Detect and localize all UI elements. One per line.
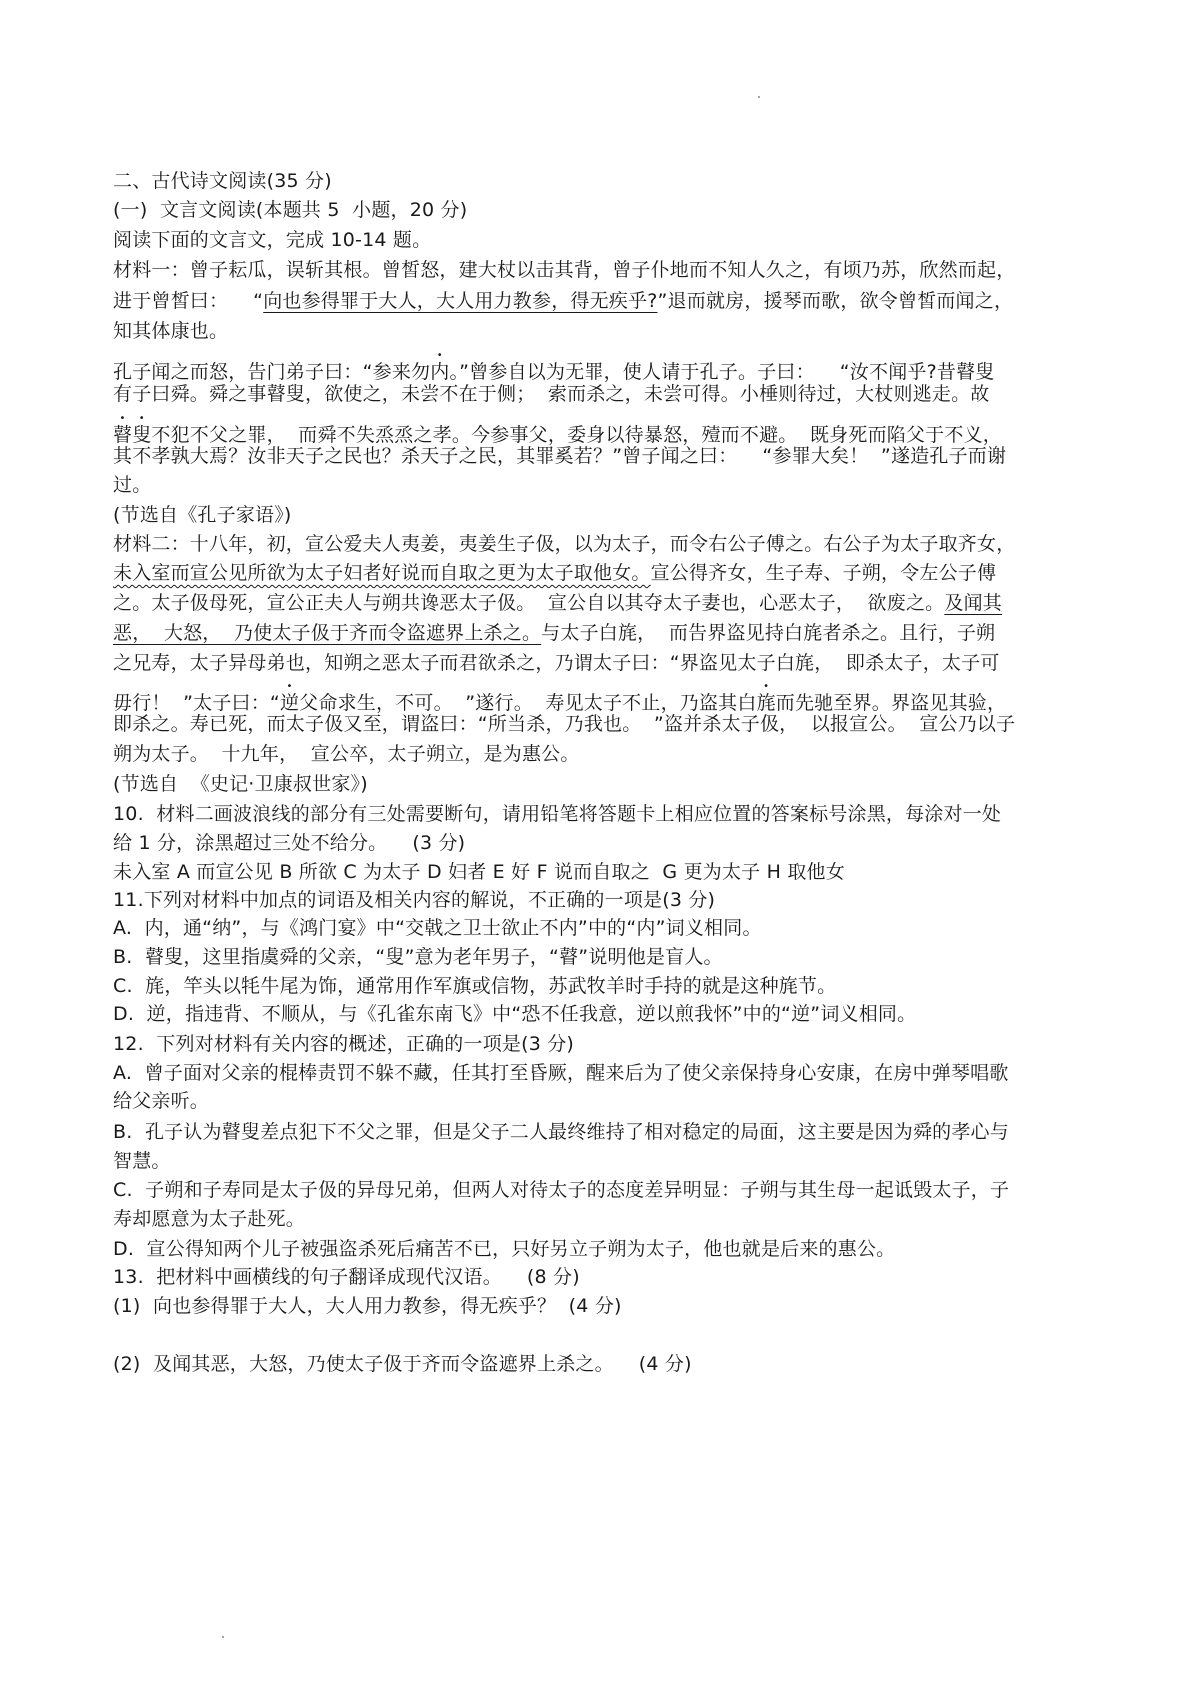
material-1-line: 有子曰舜。舜之事瞽叟，欲使之，未尝不在于侧； 索而杀之，未尝可得。小棰则待过，大杖则逃走。故 [113,383,990,405]
material-2-source: (节选自 《史记·卫康叔世家》) [113,773,368,795]
material-1-line: 过。 [113,474,152,496]
question-11-option-a: A. 内，通“纳”，与《鸿门宴》中“交戟之卫士欲止不内”中的“内”词义相同。 [113,917,762,939]
question-13-sentence-1: (1) 向也参得罪于大人，大人用力教参，得无疾乎？ (4 分) [113,1295,622,1317]
material-1-line: 材料一：曾子耘瓜，误斩其根。曾皙怒，建大杖以击其背，曾子仆地而不知人久之，有顷乃苏，欣然而起， [113,259,1016,281]
material-1-line [113,288,1013,314]
section-title: 二、古代诗文阅读(35 分) [113,170,332,192]
material-2-line [113,620,995,646]
text-run: 毋行！ ”太子曰：“ [113,692,280,714]
question-12-option-c: C. 子朔和子寿同是太子伋的异母兄弟，但两人对待太子的态度差异明显：子朔与其生母一起诋毁太子，子 [113,1179,1010,1201]
material-2-line: 之兄寿，太子异母弟也，知朔之恶太子而君欲杀之，乃谓太子曰：“界盗见太子白旄， 即杀太子，太子可 [113,652,1000,674]
question-11-option-d: D. 逆，指违背、不顺从，与《孔雀东南飞》中“恐不任我意，逆以煎我怀”中的“逆”词义相同。 [113,1003,917,1025]
wavy-underlined-sentence: 未入室而宣公见所欲为太子妇者好说而自取之更为太子取他女。 [113,562,651,584]
material-1-line: 其不孝孰大焉？汝非天子之民也？杀天子之民，其罪奚若？”曾子闻之曰： “参罪大矣！ ”遂造孔子而谢 [113,445,1007,467]
reading-instruction: 阅读下面的文言文，完成 10-14 题。 [113,229,432,251]
text-run: 之。太子伋母死，宣公正夫人与朔共谗恶太子伋。 宣公自以其夺太子妻也，心恶太子， 欲废之。 [113,592,945,614]
question-12-option-d: D. 宣公得知两个儿子被强盗杀死后痛苦不已，只好另立子朔为太子，他也就是后来的惠公。 [113,1238,896,1260]
subsection-title: (一) 文言文阅读(本题共 5 小题，20 分) [113,199,468,221]
question-12-stem: 12. 下列对材料有关内容的概述，正确的一项是(3 分) [113,1033,575,1055]
question-11-option-b: B. 瞽叟，这里指虞舜的父亲，“叟”意为老年男子，“瞽”说明他是盲人。 [113,946,723,968]
text-run: 宣公得齐女，生子寿、子朔，令左公子傅 [650,562,997,584]
text-run: ”退而就房，援琴而歌，欲令曾皙而闻之， [657,290,1014,312]
question-12-option-a: 给父亲听。 [113,1090,210,1112]
dotted-word: 逆 [279,692,300,714]
text-run: 孔子闻之而怒，告门弟子曰：“参来勿 [113,361,431,383]
text-run: 与太子白旄， 而告界盗见持白旄者杀之。且行，子朔 [541,622,996,644]
material-1-source: (节选自《孔子家语》) [113,504,292,526]
question-12-option-b: B. 孔子认为瞽叟差点犯下不父之罪，但是父子二人最终维持了相对稳定的局面，这主要是因为舜的孝心与 [113,1121,1009,1143]
material-2-line: 材料二：十八年，初，宣公爱夫人夷姜，夷姜生子伋，以为太子，而令右公子傅之。右公子为太子取齐女， [113,533,1016,555]
text-run: 父命求生，不可。 ”遂行。 寿见太子不止，乃盗其白 [299,692,757,714]
underlined-sentence-1: 向也参得罪于大人，大人用力教参，得无疾乎? [263,290,658,312]
underlined-sentence-2: 及闻其 [944,592,1002,614]
scan-speck [222,1636,224,1638]
underlined-sentence-2: 恶， 大怒， 乃使太子伋于齐而令盗遮界上杀之。 [113,622,542,644]
scan-speck [758,96,760,98]
material-2-line [113,560,996,586]
question-11-stem: 11.下列对材料中加点的词语及相关内容的解说，不正确的一项是(3 分) [113,889,716,911]
question-11-option-c: C. 旄，竿头以牦牛尾为饰，通常用作军旗或信物，苏武牧羊时手持的就是这种旄节。 [113,975,837,997]
text-run: 。”曾参自以为无罪，使人请于孔子。子曰： “汝不闻乎?昔瞽叟 [449,361,995,383]
question-10-stem: 10. 材料二画波浪线的部分有三处需要断句，请用铅笔将答题卡上相应位置的答案标号涂黑，每涂对一处 [113,803,1002,825]
text-run: 进于曾皙曰： “ [113,290,264,312]
dotted-word: 内 [430,361,450,383]
dotted-word: 旄 [756,692,776,714]
question-13-sentence-2: (2) 及闻其恶，大怒，乃使太子伋于齐而令盗遮界上杀之。 (4 分) [113,1353,692,1375]
question-12-option-a: A. 曾子面对父亲的棍棒责罚不躲不藏，任其打至昏厥，醒来后为了使父亲保持身心安康，在房中弹琴唱歌 [113,1062,1009,1084]
text-run: 不犯不父之罪， 而舜不失烝烝之孝。今参事父，委身以待暴怒，殪而不避。 既身死而陷父于不义， [151,424,1002,446]
dotted-word: 瞽叟 [113,424,152,446]
question-10-stem: 给 1 分，涂黑超过三处不给分。 (3 分) [113,832,466,854]
question-10-options: 未入室 A 而宣公见 B 所欲 C 为太子 D 妇者 E 好 F 说而自取之 G 更为太子 H 取他女 [113,861,845,883]
question-12-option-c: 寿却愿意为太子赴死。 [113,1208,306,1230]
material-2-line: 朔为太子。 十九年， 宣公卒，太子朔立，是为惠公。 [113,743,580,765]
question-13-stem: 13. 把材料中画横线的句子翻译成现代汉语。 (8 分) [113,1266,580,1288]
question-12-option-b: 智慧。 [113,1150,171,1172]
material-2-line: 即杀之。寿已死，而太子伋又至，谓盗曰：“所当杀，乃我也。 ”盗并杀太子伋， 以报宣公。 宣公乃以子 [113,713,1016,735]
text-run: 而先驰至界。界盗见其验， [775,692,1007,714]
material-1-line: 知其体康也。 [113,320,229,342]
material-2-line [113,590,1002,616]
material-1-line [113,350,994,385]
